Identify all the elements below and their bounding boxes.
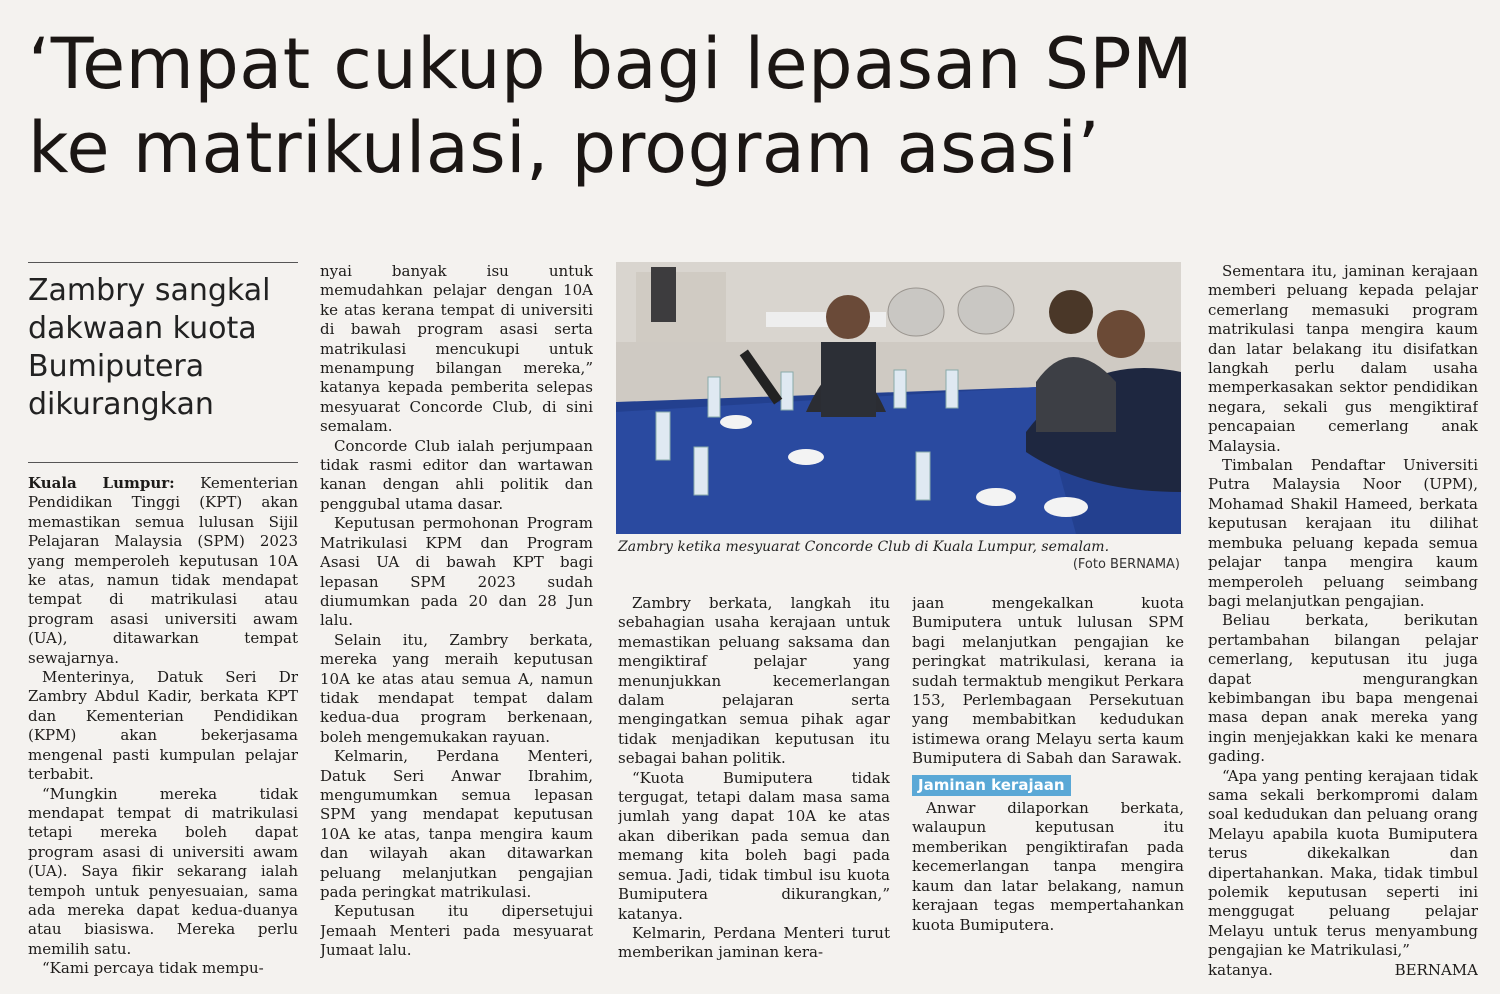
- paragraph: Menterinya, Datuk Seri Dr Zambry Abdul Kadir, berkata KPT dan Kementerian Pendidikan (KPM) akan bekerjasama mengenal pasti kumpulan pelajar terbabit.: [28, 668, 298, 784]
- paragraph: Kelmarin, Perdana Menteri, Datuk Seri Anwar Ibrahim, mengumumkan semua lepasan SPM yang mendapat keputusan 10A ke atas, tanpa mengira kaum dan wilayah akan ditawarkan peluang melanjutkan pengajian pada peringkat matrikulasi.: [320, 747, 593, 901]
- paragraph: “Kuota Bumiputera tidak tergugat, tetapi dalam masa sama jumlah yang dapat 10A ke atas akan diberikan pada semua dan memang kita boleh bagi pada semua. Jadi, tidak timbul isu kuota Bumiputera dikurangkan,” katanya.: [618, 768, 890, 923]
- headline-line-2: ke matrikulasi, program asasi’: [28, 107, 1101, 189]
- paragraph: Kuala Lumpur: Kementerian Pendidikan Tinggi (KPT) akan memastikan semua lulusan Sijil Pelajaran Malaysia (SPM) 2023 yang memperoleh keputusan 10A ke atas, namun tidak mendapat tempat di matrikulasi atau program asasi universiti awam (UA), ditawarkan tempat sewajarnya.: [28, 474, 298, 667]
- paragraph-end: katanya. BERNAMA: [1208, 960, 1478, 979]
- paragraph: Keputusan permohonan Program Matrikulasi KPM dan Program Asasi UA di bawah KPT bagi lepasan SPM 2023 sudah diumumkan pada 20 dan 28 Jun lalu.: [320, 514, 593, 630]
- paragraph: “Apa yang penting kerajaan tidak sama sekali berkompromi dalam soal kedudukan dan peluang orang Melayu apabila kuota Bumiputera terus dikekalkan dan dipertahankan. Maka, tidak timbul polemik keputusan seperti ini menggugat peluang pelajar Melayu untuk terus menyambung pengajian ke Matrikulasi,”: [1208, 766, 1478, 960]
- subheading: Jaminan kerajaan: [912, 775, 1071, 796]
- kicker-bottom-rule: [28, 462, 298, 463]
- paragraph: Concorde Club ialah perjumpaan tidak rasmi editor dan wartawan kanan dengan ahli politik dan penggubal utama dasar.: [320, 436, 593, 513]
- paragraph: “Mungkin mereka tidak mendapat tempat di matrikulasi tetapi mereka boleh dapat program asasi di universiti awam (UA). Saya fikir sekarang ialah tempoh untuk penyesuaian, sama ada mereka dapat kedua-duanya atau biasiswa. Mereka perlu memilih satu.: [28, 784, 298, 958]
- column-3: [618, 594, 890, 979]
- paragraph: Kelmarin, Perdana Menteri turut memberikan jaminan kera-: [618, 923, 890, 962]
- kicker: Zambry sangkal dakwaan kuota Bumiputera dikurangkan: [28, 273, 271, 422]
- news-photo: [616, 262, 1181, 534]
- column-4: [912, 594, 1184, 979]
- headline-line-1: ‘Tempat cukup bagi lepasan SPM: [28, 23, 1194, 105]
- paragraph: Sementara itu, jaminan kerajaan memberi peluang kepada pelajar cemerlang memasuki program matrikulasi tanpa mengira kaum dan latar belakang itu disifatkan langkah perlu dalam usaha memperkasakan sektor pendidikan negara, sekali gus mengiktiraf pencapaian cemerlang anak Malaysia.: [1208, 262, 1478, 455]
- paragraph: Beliau berkata, berikutan pertambahan bilangan pelajar cemerlang, keputusan itu juga dapat mengurangkan kebimbangan ibu bapa mengenai masa depan anak mereka yang ingin menjejakkan kaki ke menara gading.: [1208, 611, 1478, 766]
- paragraph: Anwar dilaporkan berkata, walaupun keputusan itu memberikan pengiktirafan pada kecemerlangan tanpa mengira kaum dan latar belakang, namun kerajaan tegas mempertahankan kuota Bumiputera.: [912, 799, 1184, 934]
- paragraph: Zambry berkata, langkah itu sebahagian usaha kerajaan untuk memastikan peluang saksama dan mengiktiraf pelajar yang menunjukkan kecemerlangan dalam pelajaran serta mengingatkan semua pihak agar tidak menjadikan keputusan itu sebagai bahan politik.: [618, 594, 890, 768]
- meeting-photo: [616, 262, 1181, 534]
- byline: BERNAMA: [1394, 960, 1478, 979]
- kicker-top-rule: [28, 262, 298, 263]
- dateline: Kuala Lumpur:: [28, 474, 175, 492]
- photo-caption: Zambry ketika mesyuarat Concorde Club di Kuala Lumpur, semalam.: [618, 539, 1110, 555]
- paragraph: Selain itu, Zambry berkata, mereka yang meraih keputusan 10A ke atas atau semua A, namun tidak mendapat tempat dalam kedua-dua program berkenaan, boleh mengemukakan rayuan.: [320, 630, 593, 746]
- headline: [28, 22, 1478, 190]
- paragraph: “Kami percaya tidak mempu-: [42, 959, 264, 978]
- paragraph: nyai banyak isu untuk memudahkan pelajar dengan 10A ke atas kerana tempat di universiti di bawah program asasi serta matrikulasi mencukupi untuk menampung bilangan mereka,” katanya kepada pemberita selepas mesyuarat Concorde Club, di sini semalam.: [320, 262, 593, 436]
- column-1: [28, 474, 298, 979]
- paragraph: Timbalan Pendaftar Universiti Putra Malaysia Noor (UPM), Mohamad Shakil Hameed, berkata keputusan kerajaan itu dilihat membuka peluang kepada semua pelajar tanpa mengira kaum memperoleh peluang seimbang bagi melanjutkan pengajian.: [1208, 456, 1478, 610]
- paragraph: Keputusan itu dipersetujui Jemaah Menteri pada mesyuarat Jumaat lalu.: [320, 902, 593, 960]
- photo-credit: (Foto BERNAMA): [1072, 557, 1180, 572]
- column-2: [320, 262, 593, 980]
- paragraph: jaan mengekalkan kuota Bumiputera untuk lulusan SPM bagi melanjutkan pengajian ke peringkat matrikulasi, kerana ia sudah termaktub mengikut Perkara 153, Perlembagaan Persekutuan yang membabitkan kedudukan istimewa orang Melayu serta kaum Bumiputera di Sabah dan Sarawak.: [912, 594, 1184, 768]
- column-5: [1208, 262, 1478, 982]
